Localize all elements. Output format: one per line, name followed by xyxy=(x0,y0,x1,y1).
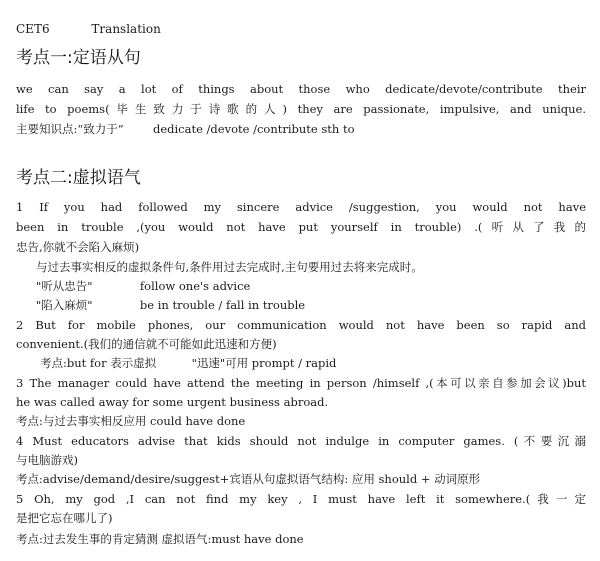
ex1-phrase2 xyxy=(36,298,586,312)
ex2-line2: convenient.(我们的通信就不可能如此迅速和方便) xyxy=(16,337,277,351)
ex3-line1: 3 The manager could have attend the meeting in person /himself ,(本可以亲自参加会议)but xyxy=(16,376,586,390)
ex1-line1: 1 If you had followed my sincere advice /suggestion, you would not have xyxy=(16,200,586,214)
point1-knowledge xyxy=(16,122,586,136)
ex5-note: 考点:过去发生事的肯定猜测 虚拟语气:must have done xyxy=(16,532,304,546)
ex4-line2: 与电脑游戏) xyxy=(16,453,78,467)
point1-sentence-line1: we can say a lot of things about those who dedicate/devote/contribute their xyxy=(16,82,586,96)
ex2-note-value: "迅速"可用 prompt / rapid xyxy=(191,356,337,370)
point1-sentence-line2: life to poems(毕生致力于诗歌的人) they are passionate, impulsive, and unique. xyxy=(16,102,586,116)
point1-heading: 考点一:定语从句 xyxy=(16,48,141,68)
course-label: CET6 xyxy=(16,22,50,36)
ex1-phrase2-en: be in trouble / fall in trouble xyxy=(139,298,306,312)
section-label: Translation xyxy=(91,22,161,36)
page-header xyxy=(16,22,586,36)
ex1-phrase2-cn: "陷入麻烦" xyxy=(36,298,93,312)
ex3-line2: he was called away for some urgent business abroad. xyxy=(16,395,329,409)
ex1-note: 与过去事实相反的虚拟条件句,条件用过去完成时,主句要用过去将来完成时。 xyxy=(36,260,423,274)
point1-knowledge-label: 主要知识点:“致力于” xyxy=(16,122,124,136)
ex4-note: 考点:advise/demand/desire/suggest+宾语从句虚拟语气结构: 应用 should + 动词原形 xyxy=(16,472,481,486)
ex2-note-label: 考点:but for 表示虚拟 xyxy=(40,356,157,370)
point1-knowledge-value: dedicate /devote /contribute sth to xyxy=(152,122,355,136)
ex4-line1: 4 Must educators advise that kids should not indulge in computer games. (不要沉溺 xyxy=(16,434,586,448)
ex1-line2: been in trouble ,(you would not have put yourself in trouble) .(听从了我的 xyxy=(16,220,586,234)
ex5-line2: 是把它忘在哪儿了) xyxy=(16,511,113,525)
ex5-line1: 5 Oh, my god ,I can not find my key , I must have left it somewhere.(我一定 xyxy=(16,492,586,506)
ex2-line1: 2 But for mobile phones, our communication would not have been so rapid and xyxy=(16,318,586,332)
ex1-phrase1 xyxy=(36,279,586,293)
ex2-note xyxy=(40,356,586,370)
ex1-line3: 忠告,你就不会陷入麻烦) xyxy=(16,240,140,254)
point2-heading: 考点二:虚拟语气 xyxy=(16,168,141,188)
ex1-phrase1-cn: "听从忠告" xyxy=(36,279,93,293)
ex1-phrase1-en: follow one's advice xyxy=(139,279,251,293)
ex3-note: 考点:与过去事实相反应用 could have done xyxy=(16,414,246,428)
